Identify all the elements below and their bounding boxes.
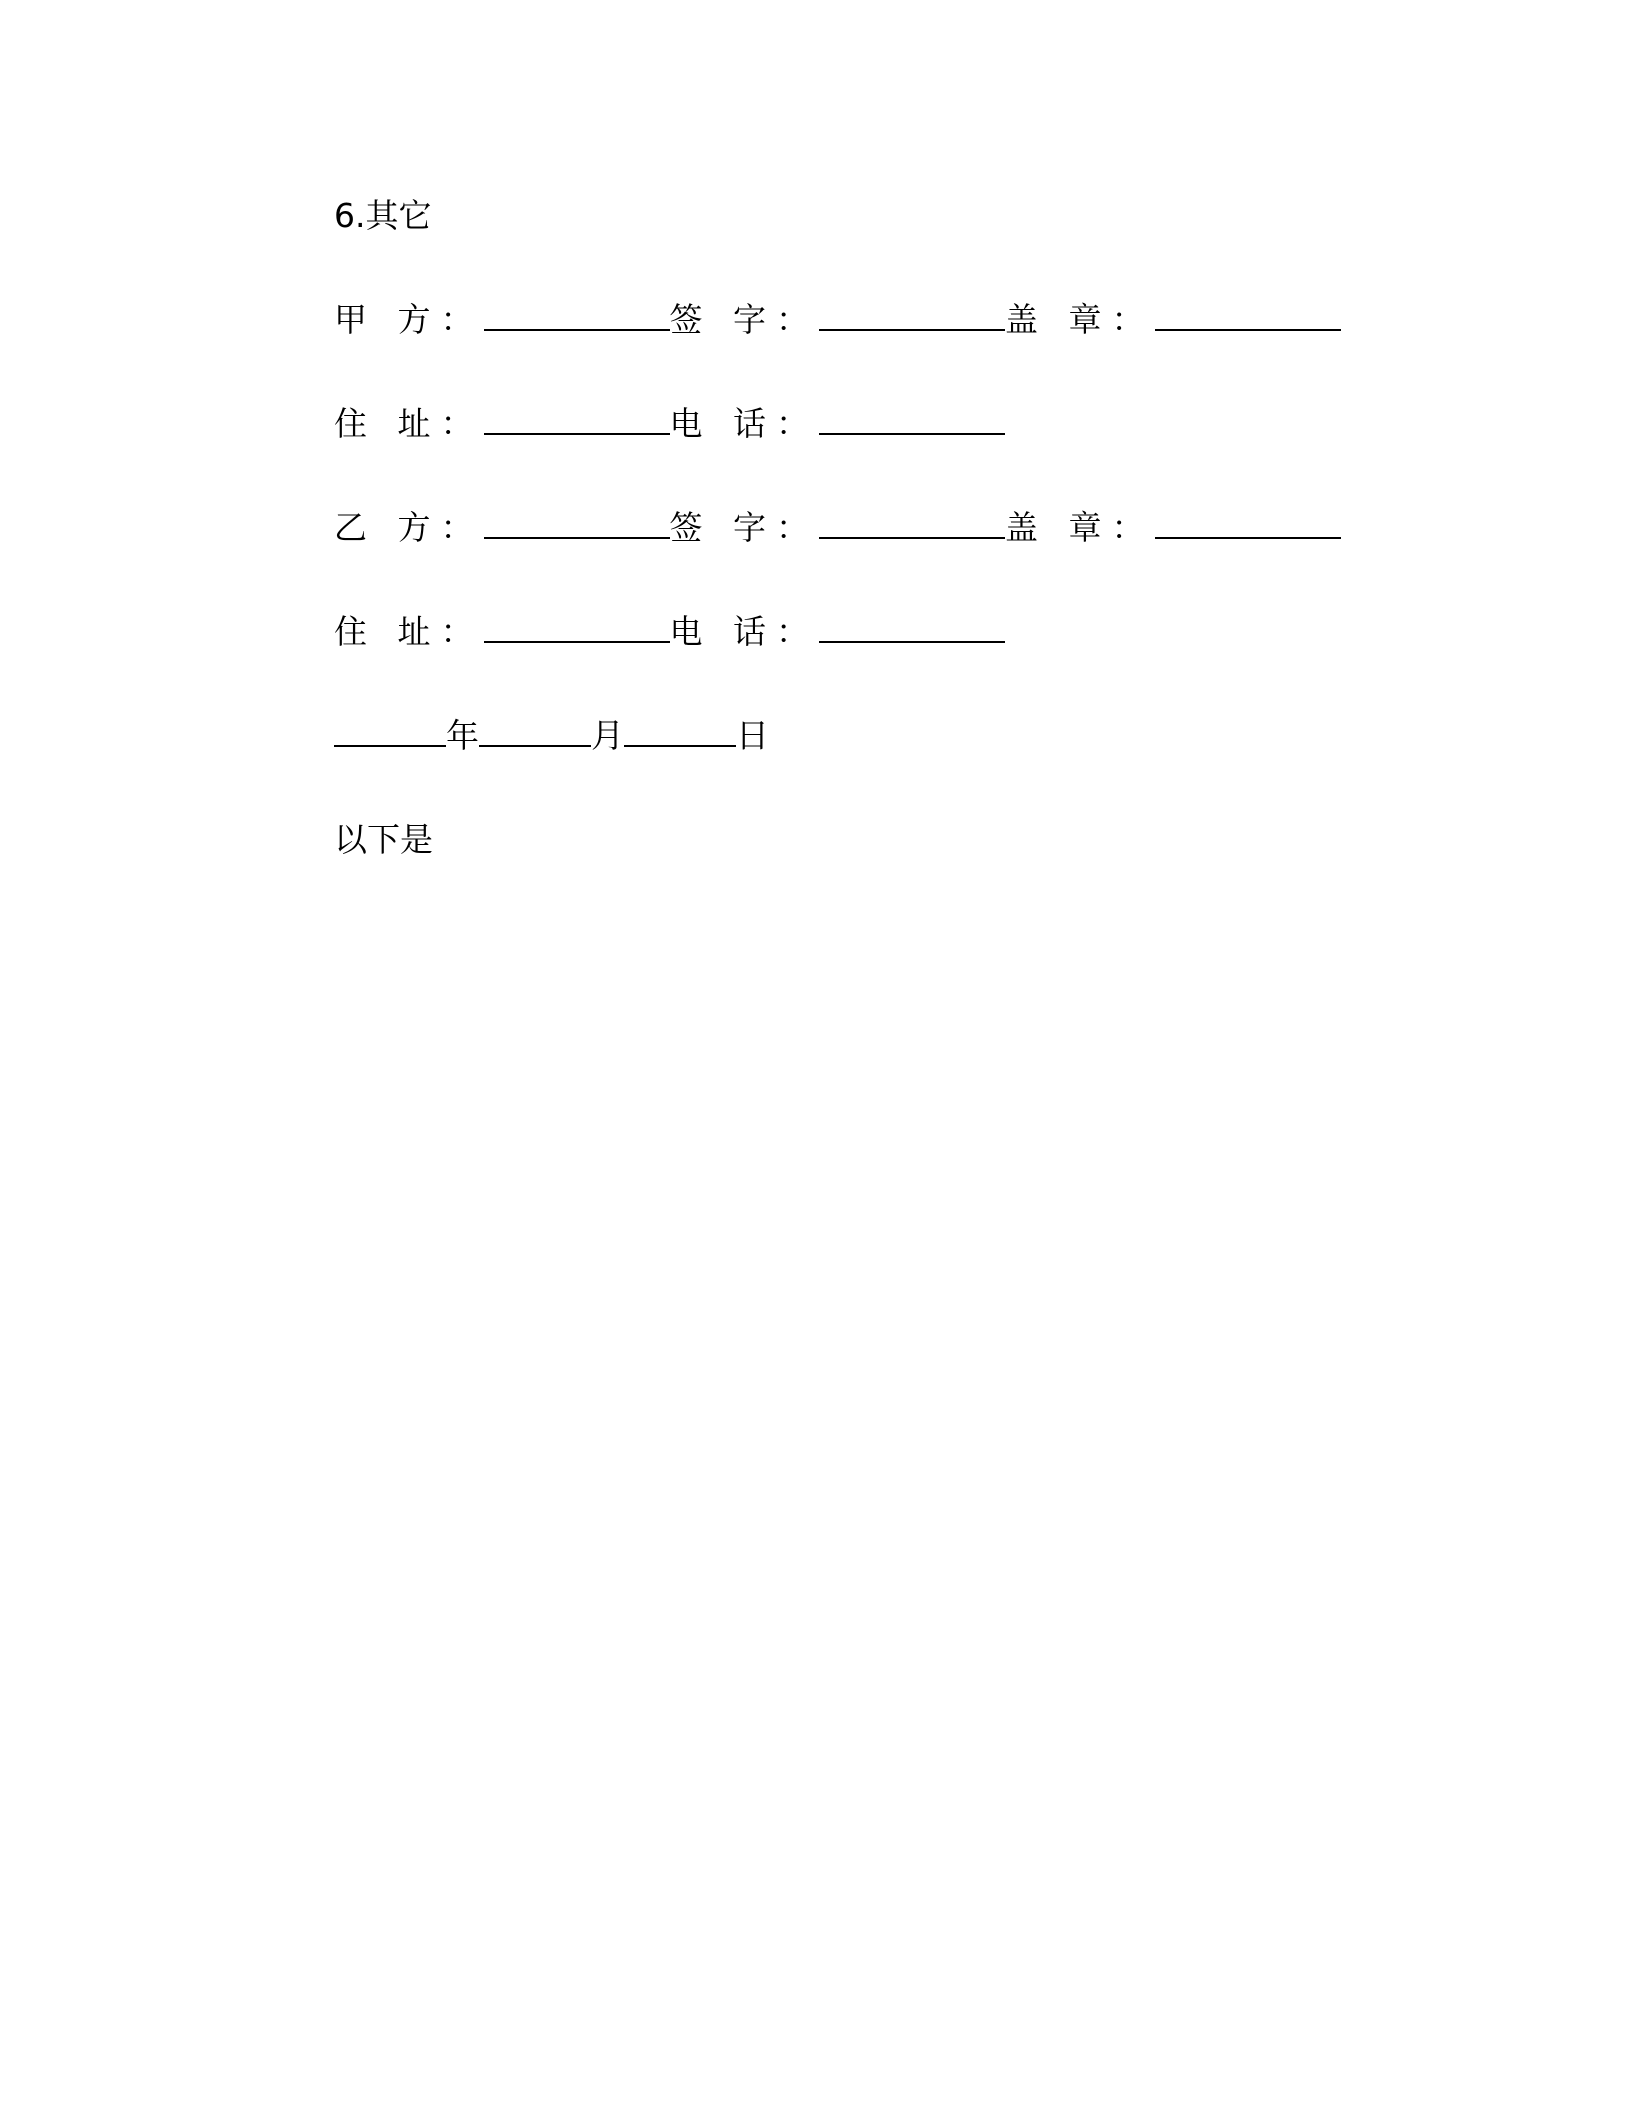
party-b-contact-row: [334, 606, 1005, 658]
party-b-name-field: [334, 502, 670, 554]
party-b-address-label: 住 址：: [334, 612, 484, 651]
party-b-seal-blank: [1155, 531, 1341, 539]
trailing-text: 以下是: [334, 820, 433, 859]
party-b-name-blank: [484, 531, 670, 539]
party-b-sign-field: [670, 502, 1006, 554]
party-a-label: 甲 方：: [334, 300, 484, 339]
party-a-sign-blank: [819, 323, 1005, 331]
month-blank: [479, 739, 591, 747]
party-b-label: 乙 方：: [334, 508, 484, 547]
party-a-sign-label: 签 字：: [669, 300, 819, 339]
party-a-phone-label: 电 话：: [669, 404, 819, 443]
party-b-address-blank: [484, 635, 670, 643]
party-b-phone-label: 电 话：: [669, 612, 819, 651]
party-a-name-blank: [484, 323, 670, 331]
party-a-phone-blank: [819, 427, 1005, 435]
date-row: [334, 710, 769, 762]
party-a-contact-row: [334, 398, 1005, 450]
party-a-seal-field: [1005, 294, 1341, 346]
party-a-sign-field: [670, 294, 1006, 346]
party-a-seal-label: 盖 章：: [1005, 300, 1155, 339]
party-a-signature-row: [334, 294, 1341, 346]
party-b-signature-row: [334, 502, 1341, 554]
party-b-phone-field: [670, 606, 1006, 658]
month-label: 月: [591, 716, 624, 755]
party-a-seal-blank: [1155, 323, 1341, 331]
party-b-seal-field: [1005, 502, 1341, 554]
party-a-name-field: [334, 294, 670, 346]
party-a-phone-field: [670, 398, 1006, 450]
day-label: 日: [736, 716, 769, 755]
year-blank: [334, 739, 446, 747]
party-b-sign-label: 签 字：: [669, 508, 819, 547]
party-b-phone-blank: [819, 635, 1005, 643]
party-a-address-label: 住 址：: [334, 404, 484, 443]
party-a-address-field: [334, 398, 670, 450]
party-a-address-blank: [484, 427, 670, 435]
party-b-address-field: [334, 606, 670, 658]
party-b-seal-label: 盖 章：: [1005, 508, 1155, 547]
party-b-sign-blank: [819, 531, 1005, 539]
section-heading-text: 6.其它: [334, 196, 432, 235]
day-blank: [624, 739, 736, 747]
section-heading: [334, 190, 432, 242]
trailing-text-row: [334, 814, 433, 866]
year-label: 年: [446, 716, 479, 755]
